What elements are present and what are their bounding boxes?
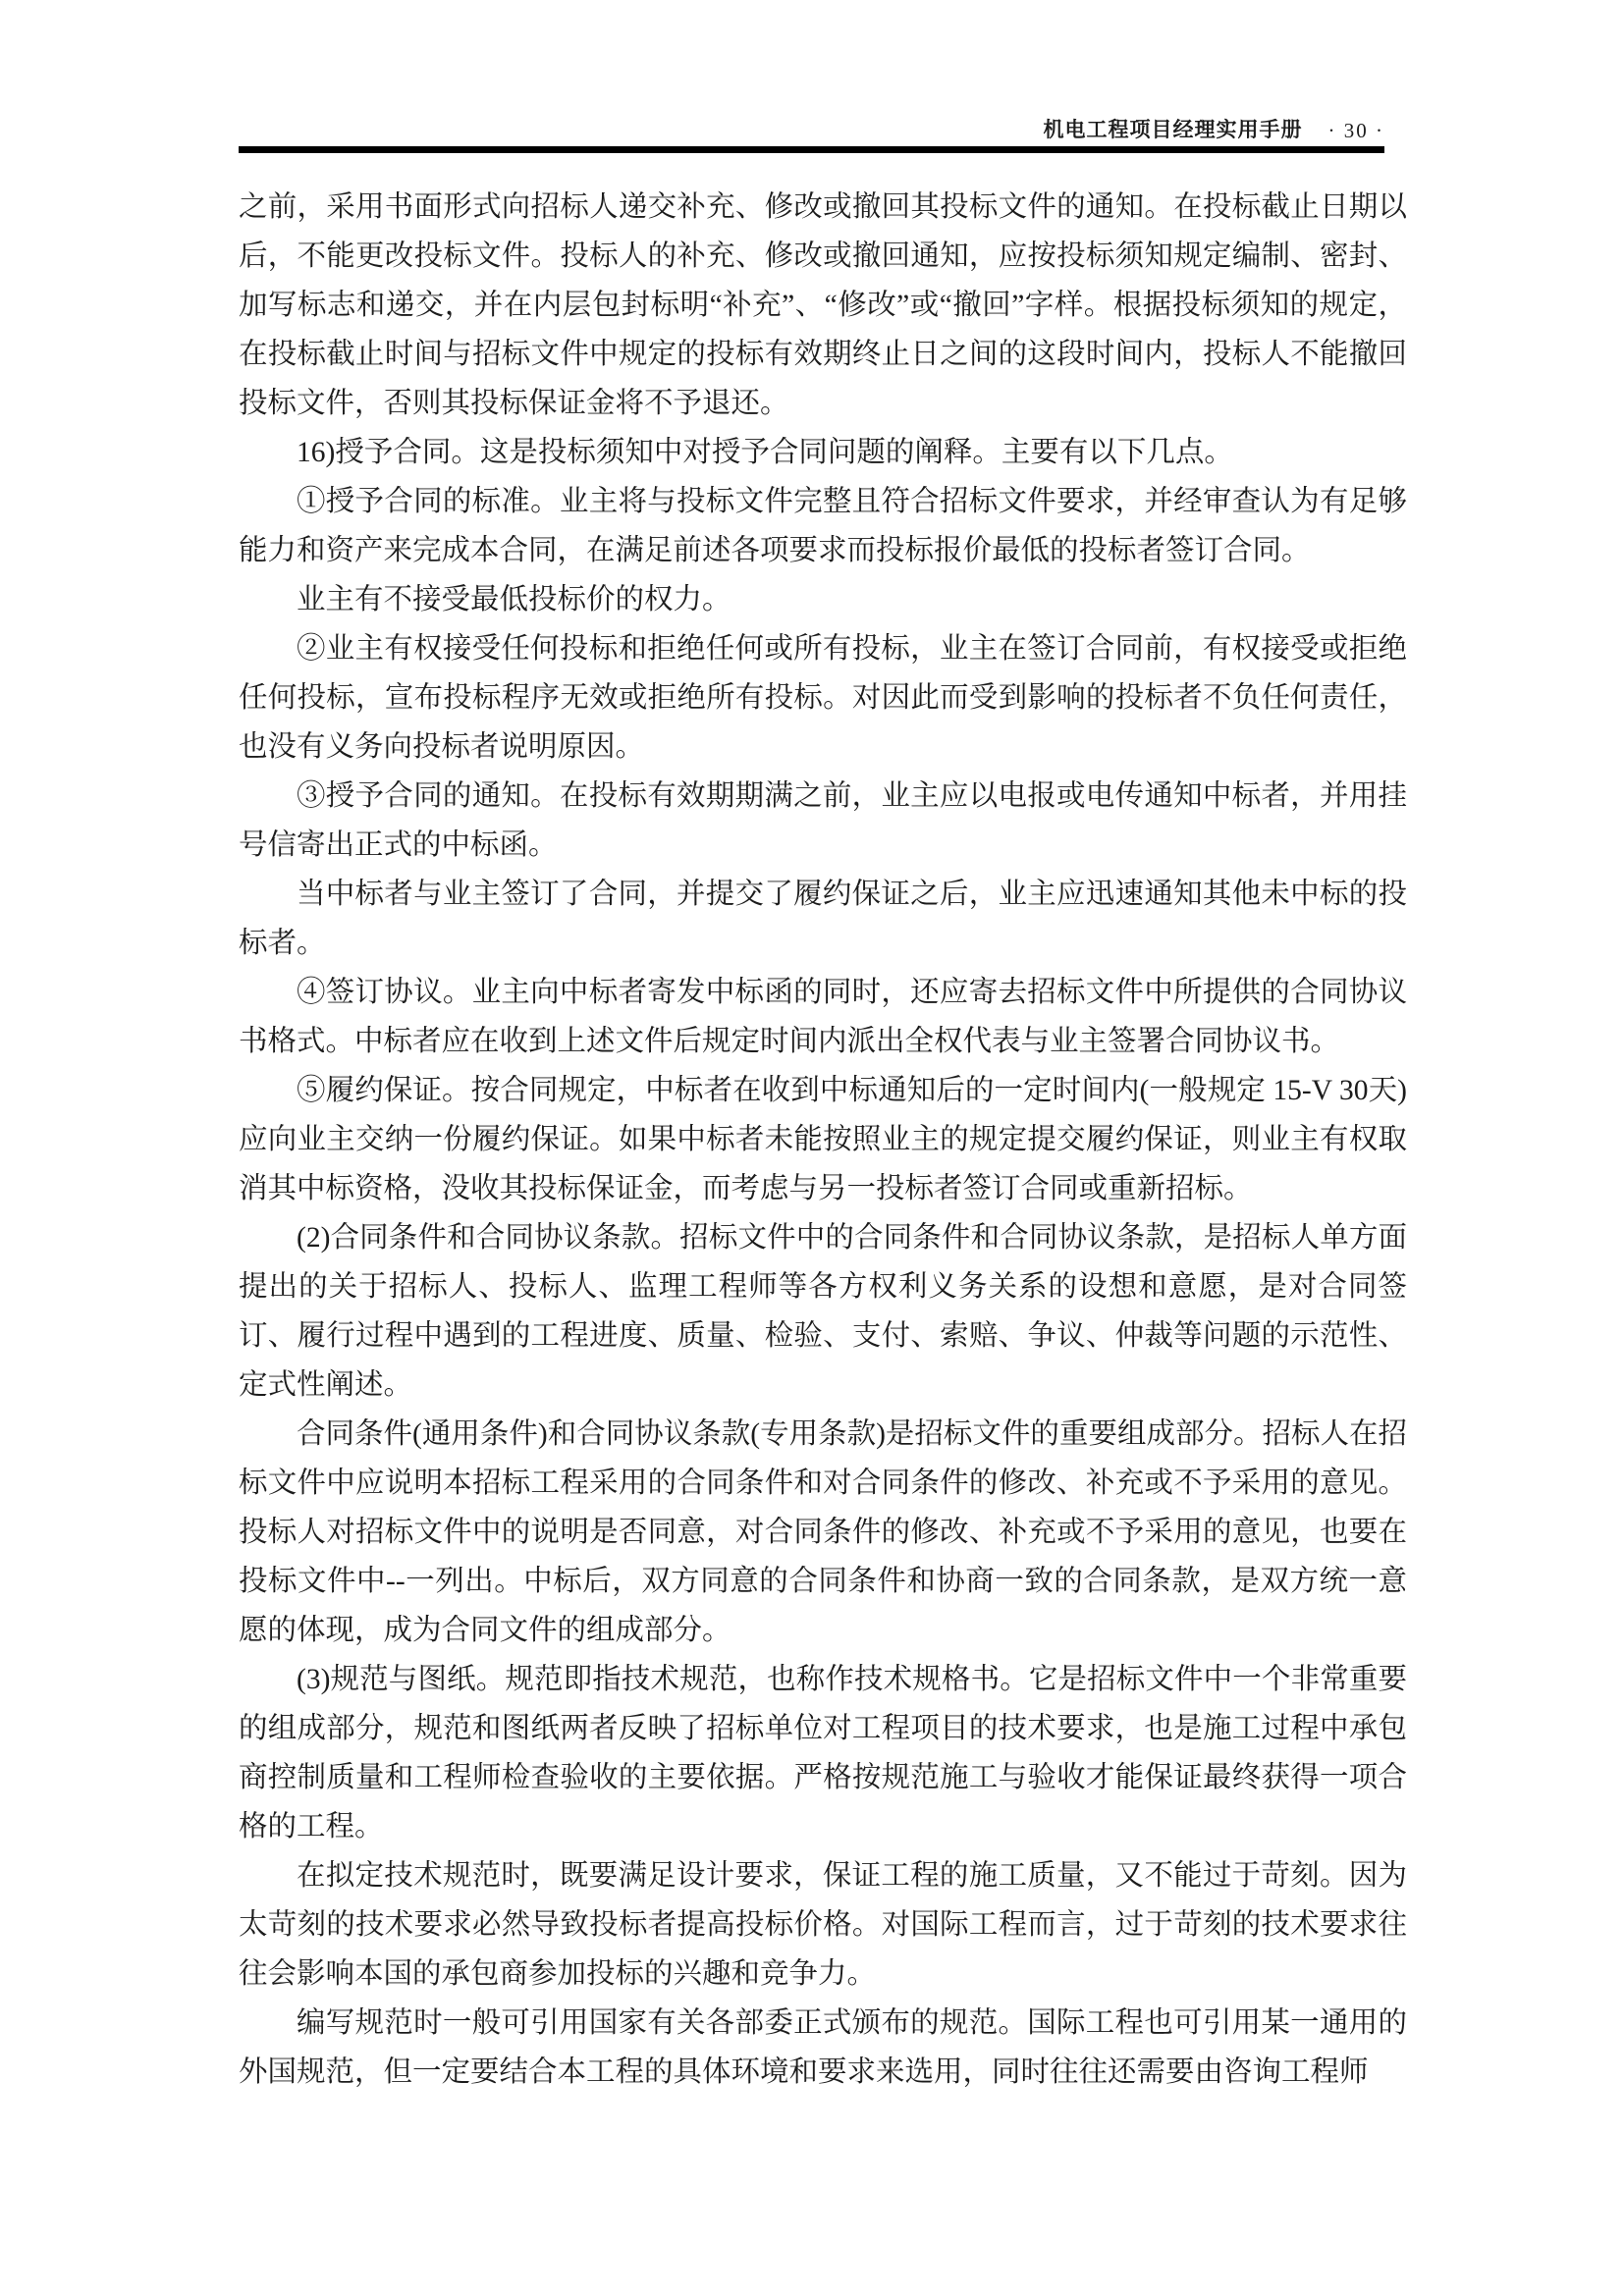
paragraph: (2)合同条件和合同协议条款。招标文件中的合同条件和合同协议条款，是招标人单方面提出的关于招标人、投标人、监理工程师等各方权利义务关系的设想和意愿，是对合同签订、履行过程中遇到的工程进度、质量、检验、支付、索赔、争议、仲裁等问题的示范性、定式性阐述。: [239, 1222, 1407, 1401]
paragraph: 之前，采用书面形式向招标人递交补充、修改或撤回其投标文件的通知。在投标截止日期以后，不能更改投标文件。投标人的补充、修改或撤回通知，应按投标须知规定编制、密封、加写标志和递交，并在内层包封标明“补充”、“修改”或“撤回”字样。根据投标须知的规定，在投标截止时间与招标文件中规定的投标有效期终止日之间的这段时间内，投标人不能撤回投标文件，否则其投标保证金将不予退还。: [239, 191, 1407, 419]
paragraph: ⑤履约保证。按合同规定，中标者在收到中标通知后的一定时间内(一般规定 15-V 30天)应向业主交纳一份履约保证。如果中标者未能按照业主的规定提交履约保证，则业主有权取消其中标资格，没收其投标保证金，而考虑与另一投标者签订合同或重新招标。: [239, 1075, 1407, 1204]
body-text: [239, 183, 1407, 2097]
paragraph: 16)授予合同。这是投标须知中对授予合同问题的阐释。主要有以下几点。: [297, 437, 1233, 468]
paragraph: 合同条件(通用条件)和合同协议条款(专用条款)是招标文件的重要组成部分。招标人在招标文件中应说明本招标工程采用的合同条件和对合同条件的修改、补充或不予采用的意见。投标人对招标文件中的说明是否同意，对合同条件的修改、补充或不予采用的意见，也要在投标文件中--一列出。中标后，双方同意的合同条件和协商一致的合同条款，是双方统一意愿的体现，成为合同文件的组成部分。: [239, 1418, 1407, 1646]
paragraph: ④签订协议。业主向中标者寄发中标函的同时，还应寄去招标文件中所提供的合同协议书格式。中标者应在收到上述文件后规定时间内派出全权代表与业主签署合同协议书。: [239, 977, 1407, 1057]
paragraph: 编写规范时一般可引用国家有关各部委正式颁布的规范。国际工程也可引用某一通用的外国规范，但一定要结合本工程的具体环境和要求来选用，同时往往还需要由咨询工程师: [239, 2007, 1407, 2088]
paragraph: 当中标者与业主签订了合同，并提交了履约保证之后，业主应迅速通知其他未中标的投标者。: [239, 879, 1407, 959]
paragraph: ③授予合同的通知。在投标有效期期满之前，业主应以电报或电传通知中标者，并用挂号信寄出正式的中标函。: [239, 780, 1407, 861]
paragraph: 业主有不接受最低投标价的权力。: [297, 584, 731, 615]
paragraph: ①授予合同的标准。业主将与投标文件完整且符合招标文件要求，并经审查认为有足够能力和资产来完成本合同，在满足前述各项要求而投标报价最低的投标者签订合同。: [239, 486, 1407, 566]
paragraph: ②业主有权接受任何投标和拒绝任何或所有投标，业主在签订合同前，有权接受或拒绝任何投标，宣布投标程序无效或拒绝所有投标。对因此而受到影响的投标者不负任何责任，也没有义务向投标者说明原因。: [239, 633, 1407, 763]
paragraph: (3)规范与图纸。规范即指技术规范，也称作技术规格书。它是招标文件中一个非常重要的组成部分，规范和图纸两者反映了招标单位对工程项目的技术要求，也是施工过程中承包商控制质量和工程师检查验收的主要依据。严格按规范施工与验收才能保证最终获得一项合格的工程。: [239, 1664, 1407, 1842]
page-number: · 30 ·: [1327, 119, 1384, 142]
running-header-title: 机电工程项目经理实用手册: [1043, 119, 1303, 141]
paragraph: 在拟定技术规范时，既要满足设计要求，保证工程的施工质量，又不能过于苛刻。因为太苛刻的技术要求必然导致投标者提高投标价格。对国际工程而言，过于苛刻的技术要求往往会影响本国的承包商参加投标的兴趣和竞争力。: [239, 1860, 1407, 1990]
running-header: [239, 114, 1384, 143]
header-rule-divider: [239, 146, 1384, 153]
